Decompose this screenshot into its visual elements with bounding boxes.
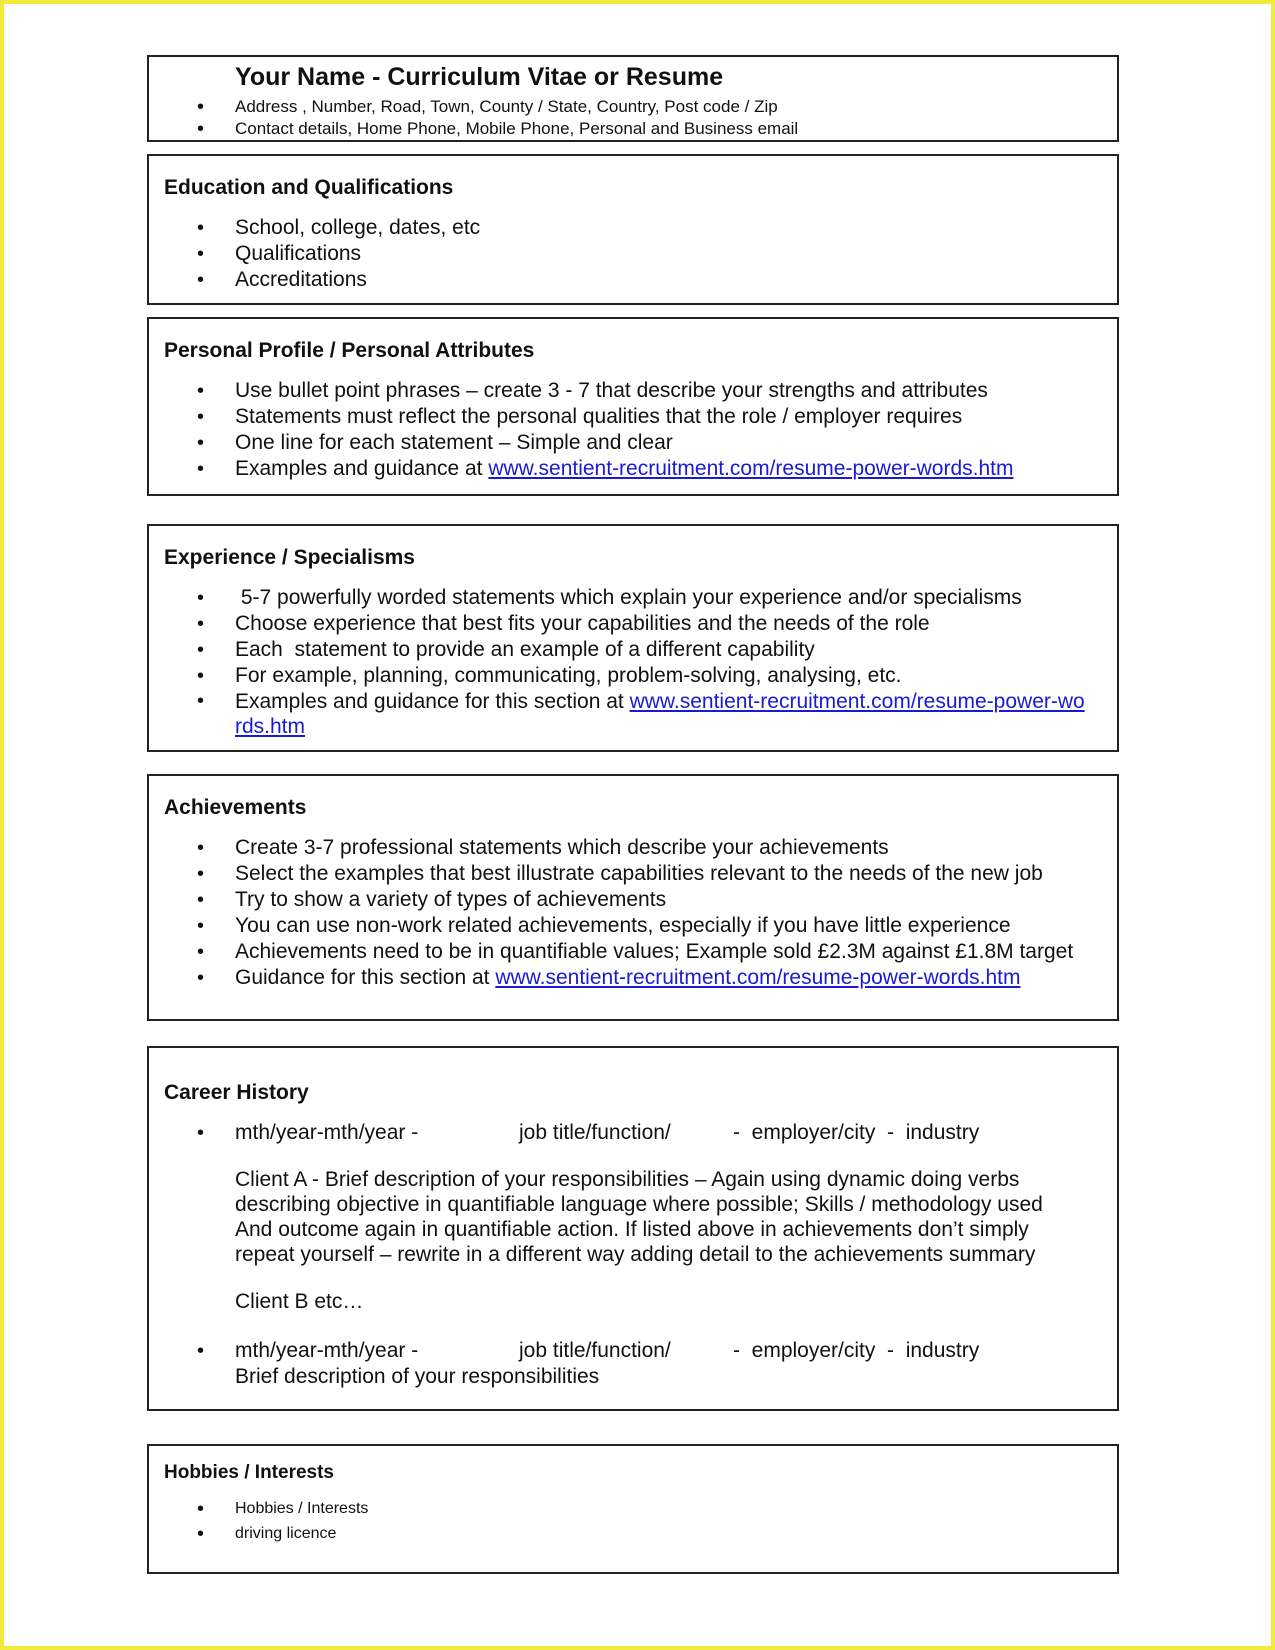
list-item <box>149 861 1117 887</box>
contact-text: Contact details, Home Phone, Mobile Phone, Personal and Business email <box>235 119 799 138</box>
address-text: Address , Number, Road, Town, County / State, Country, Post code / Zip <box>235 97 778 116</box>
bullet-icon: • <box>197 967 205 989</box>
bullet-icon: • <box>197 915 205 937</box>
education-section <box>147 154 1119 305</box>
client-a-line: describing objective in quantifiable language where possible; Skills / methodology used <box>235 1193 1043 1216</box>
resume-power-words-link[interactable]: www.sentient-recruitment.com/resume-power-words.htm <box>495 966 1021 989</box>
hobbies-heading: Hobbies / Interests <box>164 1462 334 1483</box>
address-line <box>149 96 1117 118</box>
bullet-icon: • <box>197 217 205 239</box>
list-item <box>149 456 1117 482</box>
bullet-icon: • <box>197 587 205 609</box>
list-item <box>149 267 1117 293</box>
profile-section <box>147 317 1119 496</box>
list-item-text: For example, planning, communicating, problem-solving, analysing, etc. <box>235 664 902 687</box>
experience-heading: Experience / Specialisms <box>164 546 415 569</box>
career-section <box>147 1046 1119 1411</box>
client-a-line: And outcome again in quantifiable action. If listed above in achievements don’t simply <box>235 1218 1029 1241</box>
list-item-text: Use bullet point phrases – create 3 - 7 that describe your strengths and attributes <box>235 379 988 402</box>
bullet-icon: • <box>197 269 205 291</box>
entry-description: Brief description of your responsibilities <box>235 1365 600 1388</box>
list-item-text: Select the examples that best illustrate capabilities relevant to the needs of the new job <box>235 862 1043 885</box>
hobbies-list <box>149 1498 1117 1545</box>
entry-job-title: job title/function/ <box>519 1339 671 1362</box>
career-heading: Career History <box>164 1081 309 1104</box>
list-item-text: Qualifications <box>235 242 362 265</box>
list-item <box>149 939 1117 965</box>
client-a-line: Client A - Brief description of your responsibilities – Again using dynamic doing verbs <box>235 1168 1020 1191</box>
bullet-icon: • <box>197 1122 205 1144</box>
profile-heading: Personal Profile / Personal Attributes <box>164 339 535 362</box>
client-a-description <box>235 1167 1103 1267</box>
list-item <box>149 689 1117 739</box>
profile-list <box>149 378 1117 482</box>
bullet-icon: • <box>197 243 205 265</box>
bullet-icon: • <box>197 639 205 661</box>
list-item-text: Each statement to provide an example of a different capability <box>235 638 815 661</box>
list-item-text: Hobbies / Interests <box>235 1500 369 1517</box>
bullet-icon: • <box>197 941 205 963</box>
page-title: Your Name - Curriculum Vitae or Resume <box>235 63 724 91</box>
list-item-text: One line for each statement – Simple and clear <box>235 431 673 454</box>
achievements-section <box>147 774 1119 1021</box>
bullet-icon: • <box>197 690 205 712</box>
list-item <box>149 611 1117 637</box>
list-item-text: driving licence <box>235 1525 337 1542</box>
entry-employer: - employer/city - industry <box>733 1339 980 1362</box>
list-item-text: Accreditations <box>235 268 367 291</box>
list-item <box>149 965 1117 991</box>
list-item <box>149 1498 1117 1520</box>
bullet-icon: • <box>197 406 205 428</box>
achievements-list <box>149 835 1117 991</box>
list-item <box>149 887 1117 913</box>
entry-dates: mth/year-mth/year - <box>235 1121 419 1144</box>
list-item <box>149 663 1117 689</box>
list-item <box>149 215 1117 241</box>
bullet-icon: • <box>197 665 205 687</box>
guidance-prefix: Examples and guidance for this section at <box>235 690 630 713</box>
career-entry <box>149 1338 1117 1389</box>
career-entry-line <box>235 1120 1103 1146</box>
list-item-text: Choose experience that best fits your capabilities and the needs of the role <box>235 612 930 635</box>
bullet-icon: • <box>197 380 205 402</box>
bullet-icon: • <box>197 432 205 454</box>
header-list <box>149 96 1117 140</box>
career-entry <box>149 1120 1117 1338</box>
contact-line <box>149 118 1117 140</box>
list-item <box>149 378 1117 404</box>
list-item-text: Achievements need to be in quantifiable values; Example sold £2.3M against £1.8M target <box>235 940 1074 963</box>
list-item <box>149 913 1117 939</box>
list-item-text: School, college, dates, etc <box>235 216 481 239</box>
experience-section <box>147 524 1119 752</box>
list-item <box>149 430 1117 456</box>
list-item <box>149 404 1117 430</box>
bullet-icon: • <box>197 837 205 859</box>
list-item <box>149 637 1117 663</box>
client-a-line: repeat yourself – rewrite in a different way adding detail to the achievements summary <box>235 1243 1036 1266</box>
resume-power-words-link[interactable]: www.sentient-recruitment.com/resume-power-words.htm <box>488 457 1014 480</box>
list-item-text: Statements must reflect the personal qualities that the role / employer requires <box>235 405 963 428</box>
career-entry-line <box>235 1338 1103 1364</box>
education-list <box>149 215 1117 293</box>
guidance-prefix: Guidance for this section at <box>235 966 496 989</box>
bullet-icon: • <box>197 613 205 635</box>
resume-power-words-link[interactable]: www.sentient-recruitment.com/resume-power-words.htm <box>235 690 1085 738</box>
career-list <box>149 1120 1117 1389</box>
list-item-text: 5-7 powerfully worded statements which explain your experience and/or specialisms <box>235 586 1022 609</box>
list-item-text: Try to show a variety of types of achievements <box>235 888 667 911</box>
list-item <box>149 1523 1117 1545</box>
list-item <box>149 835 1117 861</box>
bullet-icon: • <box>197 889 205 911</box>
list-item <box>149 585 1117 611</box>
bullet-icon: • <box>197 1498 205 1520</box>
bullet-icon: • <box>197 458 205 480</box>
bullet-icon: • <box>197 118 205 140</box>
header-section <box>147 55 1119 142</box>
list-item-text: You can use non-work related achievements, especially if you have little experience <box>235 914 1011 937</box>
bullet-icon: • <box>197 1340 205 1362</box>
bullet-icon: • <box>197 96 205 118</box>
hobbies-section <box>147 1444 1119 1574</box>
client-b-text: Client B etc… <box>235 1290 364 1313</box>
bullet-icon: • <box>197 863 205 885</box>
list-item-text: Create 3-7 professional statements which describe your achievements <box>235 836 889 859</box>
entry-dates: mth/year-mth/year - <box>235 1339 419 1362</box>
entry-job-title: job title/function/ <box>519 1121 671 1144</box>
list-item <box>149 241 1117 267</box>
achievements-heading: Achievements <box>164 796 307 819</box>
guidance-prefix: Examples and guidance at <box>235 457 489 480</box>
experience-list <box>149 585 1117 739</box>
bullet-icon: • <box>197 1523 205 1545</box>
education-heading: Education and Qualifications <box>164 176 454 199</box>
entry-employer: - employer/city - industry <box>733 1121 980 1144</box>
